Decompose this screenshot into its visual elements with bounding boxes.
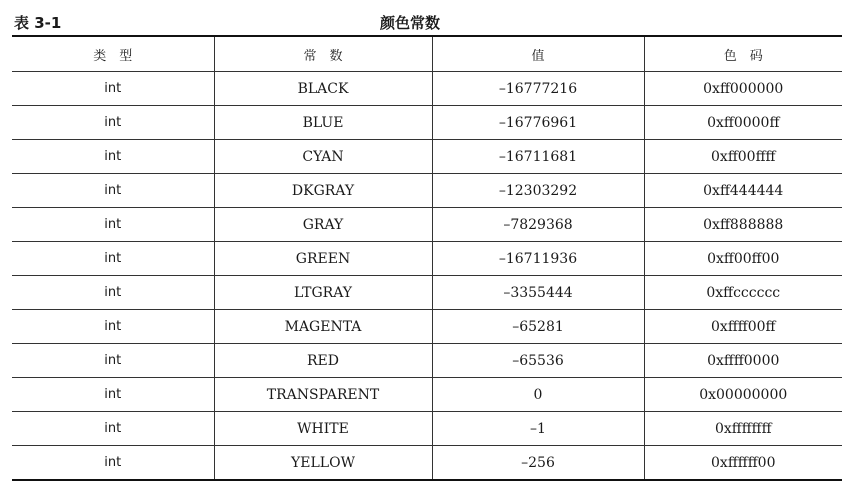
cell-constant: GREEN [214, 242, 432, 276]
cell-type: int [12, 208, 214, 242]
table-row [12, 208, 842, 242]
table-row [12, 446, 842, 481]
table-row [12, 412, 842, 446]
table-row [12, 242, 842, 276]
color-constants-table [12, 35, 842, 481]
cell-color-code: 0xff0000ff [644, 106, 842, 140]
cell-value: –16776961 [432, 106, 644, 140]
cell-value: –65536 [432, 344, 644, 378]
table-row [12, 106, 842, 140]
cell-constant: MAGENTA [214, 310, 432, 344]
header-constant: 常 数 [214, 36, 432, 72]
cell-constant: CYAN [214, 140, 432, 174]
cell-value: –7829368 [432, 208, 644, 242]
cell-color-code: 0xff888888 [644, 208, 842, 242]
cell-color-code: 0xffcccccc [644, 276, 842, 310]
table-row [12, 310, 842, 344]
table-row [12, 140, 842, 174]
cell-value: –256 [432, 446, 644, 481]
cell-color-code: 0xffffff00 [644, 446, 842, 481]
table-caption [0, 9, 864, 33]
cell-constant: GRAY [214, 208, 432, 242]
header-row [12, 36, 842, 72]
cell-value: –3355444 [432, 276, 644, 310]
cell-color-code: 0xff00ffff [644, 140, 842, 174]
table-row [12, 378, 842, 412]
cell-value: –16711936 [432, 242, 644, 276]
cell-value: –16711681 [432, 140, 644, 174]
cell-constant: RED [214, 344, 432, 378]
cell-value: 0 [432, 378, 644, 412]
table-title: 颜色常数 [380, 14, 441, 32]
cell-color-code: 0x00000000 [644, 378, 842, 412]
cell-type: int [12, 412, 214, 446]
cell-constant: YELLOW [214, 446, 432, 481]
header-type: 类 型 [12, 36, 214, 72]
cell-color-code: 0xff00ff00 [644, 242, 842, 276]
cell-type: int [12, 140, 214, 174]
cell-color-code: 0xffffffff [644, 412, 842, 446]
cell-constant: BLACK [214, 72, 432, 106]
cell-type: int [12, 106, 214, 140]
table-number: 表 3-1 [14, 14, 62, 32]
cell-value: –16777216 [432, 72, 644, 106]
cell-value: –1 [432, 412, 644, 446]
cell-color-code: 0xffff0000 [644, 344, 842, 378]
cell-color-code: 0xff000000 [644, 72, 842, 106]
table-row [12, 344, 842, 378]
table-row [12, 276, 842, 310]
cell-constant: LTGRAY [214, 276, 432, 310]
cell-constant: TRANSPARENT [214, 378, 432, 412]
cell-value: –12303292 [432, 174, 644, 208]
cell-type: int [12, 344, 214, 378]
cell-type: int [12, 242, 214, 276]
table-row [12, 72, 842, 106]
cell-type: int [12, 310, 214, 344]
cell-type: int [12, 174, 214, 208]
cell-constant: DKGRAY [214, 174, 432, 208]
header-color-code: 色 码 [644, 36, 842, 72]
cell-color-code: 0xffff00ff [644, 310, 842, 344]
table-row [12, 174, 842, 208]
cell-type: int [12, 276, 214, 310]
cell-constant: WHITE [214, 412, 432, 446]
cell-type: int [12, 378, 214, 412]
cell-value: –65281 [432, 310, 644, 344]
cell-type: int [12, 72, 214, 106]
header-value: 值 [432, 36, 644, 72]
cell-type: int [12, 446, 214, 481]
cell-constant: BLUE [214, 106, 432, 140]
cell-color-code: 0xff444444 [644, 174, 842, 208]
